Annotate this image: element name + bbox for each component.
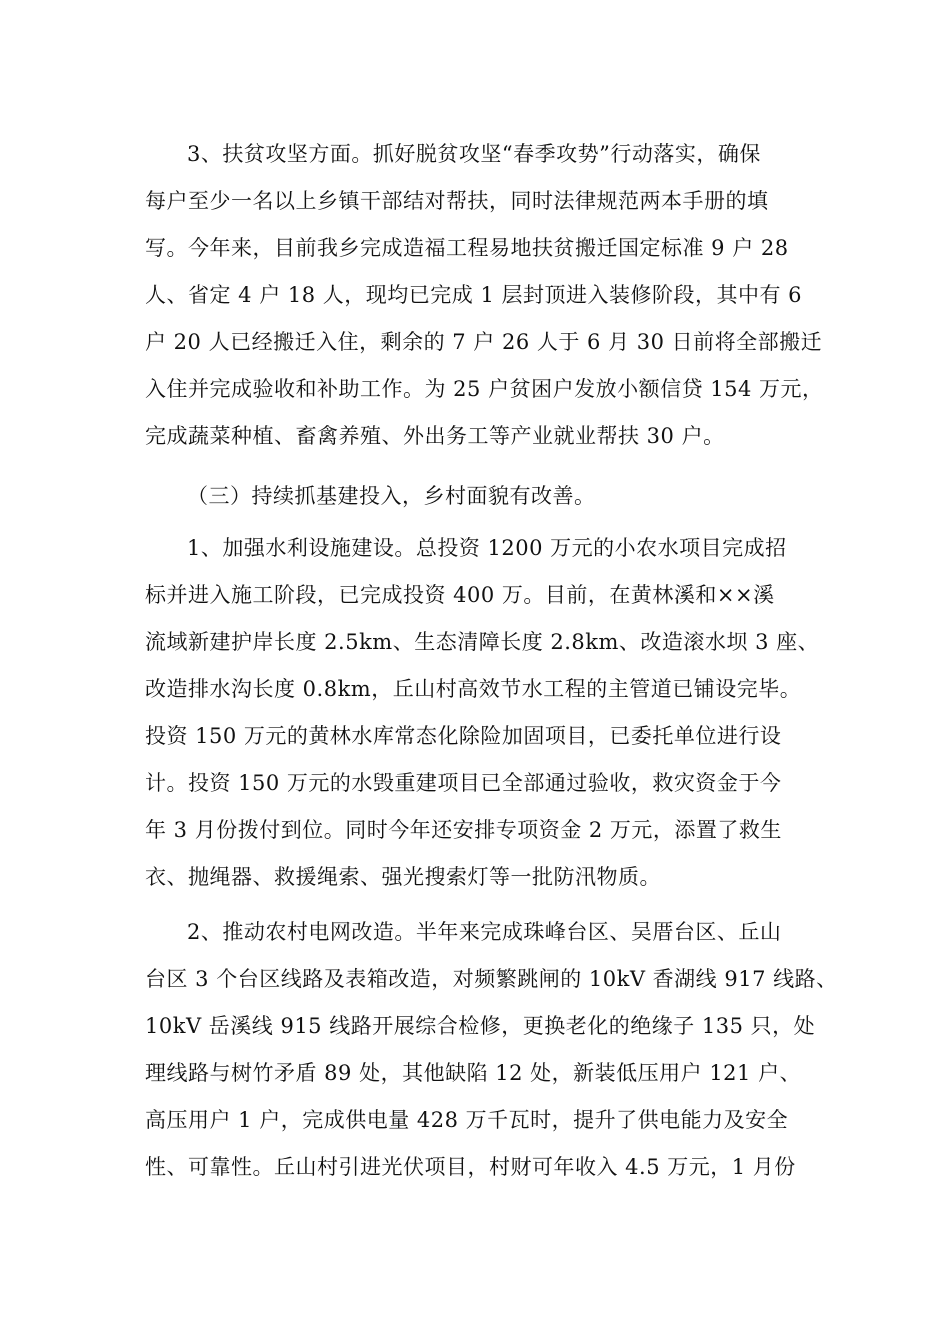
paragraph-line: 人、省定 4 户 18 人，现均已完成 1 层封顶进入装修阶段，其中有 6: [145, 283, 803, 307]
paragraph-line: 3、扶贫攻坚方面。抓好脱贫攻坚“春季攻势”行动落实，确保: [187, 142, 761, 166]
paragraph-line: 衣、抛绳器、救援绳索、强光搜索灯等一批防汛物质。: [145, 865, 661, 889]
paragraph-line: 完成蔬菜种植、畜禽养殖、外出务工等产业就业帮扶 30 户。: [145, 424, 725, 448]
paragraph-line: 写。今年来，目前我乡完成造福工程易地扶贫搬迁国定标准 9 户 28: [145, 236, 789, 260]
paragraph-line: 投资 150 万元的黄林水库常态化除险加固项目，已委托单位进行设: [145, 724, 782, 748]
paragraph-line: 2、推动农村电网改造。半年来完成珠峰台区、吴厝台区、丘山: [187, 920, 782, 944]
paragraph-line: 高压用户 1 户，完成供电量 428 万千瓦时，提升了供电能力及安全: [145, 1108, 789, 1132]
paragraph-line: 每户至少一名以上乡镇干部结对帮扶，同时法律规范两本手册的填: [145, 189, 769, 213]
paragraph-line: 计。投资 150 万元的水毁重建项目已全部通过验收，救灾资金于今: [145, 771, 782, 795]
paragraph-line: 入住并完成验收和补助工作。为 25 户贫困户发放小额信贷 154 万元，: [145, 377, 824, 401]
paragraph-line: 流域新建护岸长度 2.5km、生态清障长度 2.8km、改造滚水坝 3 座、: [145, 630, 820, 654]
paragraph-line: 性、可靠性。丘山村引进光伏项目，村财可年收入 4.5 万元，1 月份: [145, 1155, 796, 1179]
paragraph-line: 户 20 人已经搬迁入住，剩余的 7 户 26 人于 6 月 30 日前将全部搬迁: [145, 330, 823, 354]
paragraph-line: 台区 3 个台区线路及表箱改造，对频繁跳闸的 10kV 香湖线 917 线路、: [145, 967, 838, 991]
paragraph-line: 10kV 岳溪线 915 线路开展综合检修，更换老化的绝缘子 135 只，处: [145, 1014, 816, 1038]
paragraph-line: 改造排水沟长度 0.8km，丘山村高效节水工程的主管道已铺设完毕。: [145, 677, 802, 701]
paragraph-line: 理线路与树竹矛盾 89 处，其他缺陷 12 处，新装低压用户 121 户、: [145, 1061, 802, 1085]
section-heading: （三）持续抓基建投入，乡村面貌有改善。: [187, 484, 596, 508]
paragraph-line: 标并进入施工阶段，已完成投资 400 万。目前，在黄林溪和××溪: [145, 583, 775, 607]
paragraph-line: 年 3 月份拨付到位。同时今年还安排专项资金 2 万元，添置了救生: [145, 818, 782, 842]
paragraph-line: 1、加强水利设施建设。总投资 1200 万元的小农水项目完成招: [187, 536, 787, 560]
